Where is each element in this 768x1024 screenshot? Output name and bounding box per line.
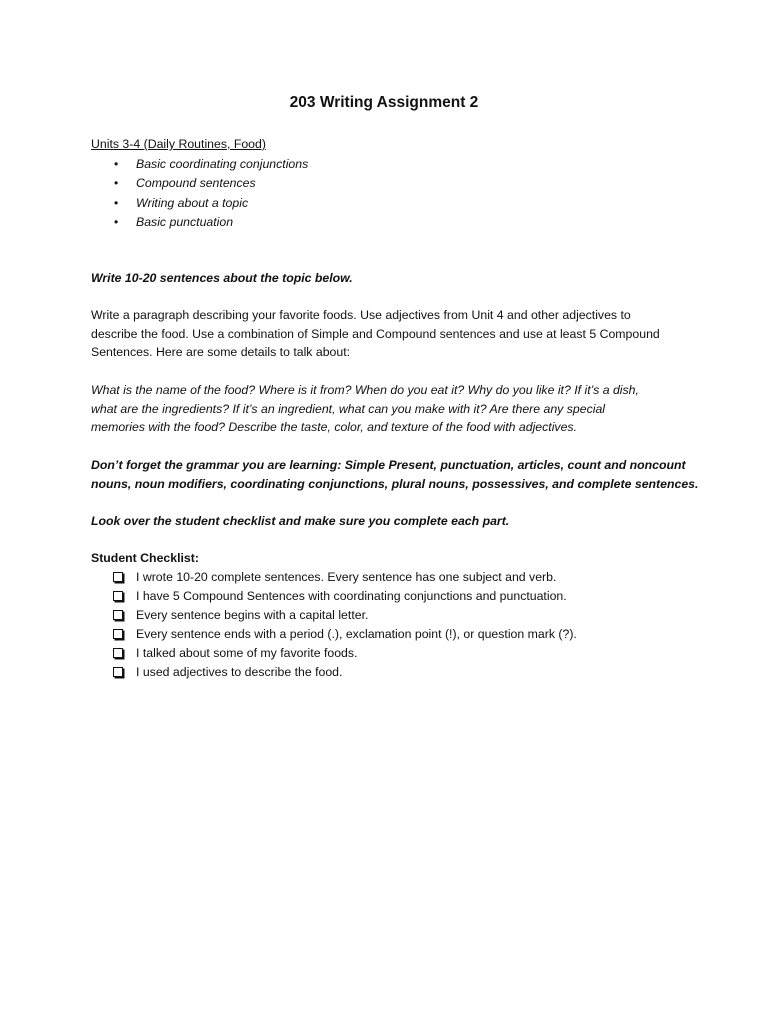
list-item bbox=[110, 213, 308, 232]
question-line: What is the name of the food? Where is it from? When do you eat it? Why do you like it? If it’s a dish, bbox=[91, 383, 639, 397]
checklist-item-label: I have 5 Compound Sentences with coordinating conjunctions and punctuation. bbox=[136, 588, 567, 603]
bullet-dot-icon: • bbox=[114, 176, 119, 191]
list-item-label: Writing about a topic bbox=[136, 195, 249, 210]
checklist-item[interactable] bbox=[112, 568, 577, 587]
checklist-heading: Student Checklist: bbox=[91, 551, 199, 565]
units-heading: Units 3-4 (Daily Routines, Food) bbox=[91, 137, 266, 151]
paragraph-line: Sentences. Here are some details to talk about: bbox=[91, 345, 351, 360]
checklist-item-label: I wrote 10-20 complete sentences. Every sentence has one subject and verb. bbox=[136, 570, 557, 584]
grammar-line: nouns, noun modifiers, coordinating conjunctions, plural nouns, possessives, and complete sentences. bbox=[91, 476, 699, 491]
bullet-dot-icon: • bbox=[114, 195, 119, 210]
checkbox-empty-icon[interactable] bbox=[113, 610, 123, 620]
checklist-item-label: I talked about some of my favorite foods. bbox=[136, 645, 358, 660]
checkbox-empty-icon[interactable] bbox=[113, 667, 123, 677]
list-item bbox=[110, 194, 308, 213]
checkbox-empty-icon[interactable] bbox=[113, 572, 123, 582]
bullet-dot-icon: • bbox=[114, 215, 119, 230]
bullet-dot-icon: • bbox=[114, 157, 119, 171]
paragraph-line: describe the food. Use a combination of Simple and Compound sentences and use at least 5 Compound bbox=[91, 326, 660, 341]
units-topic-list bbox=[110, 155, 308, 233]
list-item bbox=[110, 174, 308, 193]
checklist-instruction: Look over the student checklist and make sure you complete each part. bbox=[91, 514, 510, 528]
checkbox-empty-icon[interactable] bbox=[113, 648, 123, 658]
checklist-item-label: Every sentence begins with a capital letter. bbox=[136, 607, 369, 622]
list-item-label: Basic coordinating conjunctions bbox=[136, 157, 309, 171]
document-title: 203 Writing Assignment 2 bbox=[289, 94, 479, 111]
checkbox-empty-icon[interactable] bbox=[113, 591, 123, 601]
question-line: memories with the food? Describe the taste, color, and texture of the food with adjectives. bbox=[91, 420, 577, 435]
question-line: what are the ingredients? If it’s an ingredient, what can you make with it? Are there any special bbox=[91, 401, 606, 416]
checklist-item-label: Every sentence ends with a period (.), exclamation point (!), or question mark (?). bbox=[136, 626, 577, 641]
instruction-text: Write 10-20 sentences about the topic below. bbox=[91, 271, 353, 285]
checklist-item[interactable] bbox=[112, 663, 577, 682]
checklist-item[interactable] bbox=[112, 587, 577, 606]
grammar-line: Don’t forget the grammar you are learning: Simple Present, punctuation, articles, count and noncount bbox=[91, 458, 686, 472]
checklist-item-label: I used adjectives to describe the food. bbox=[136, 664, 343, 679]
paragraph-line: Write a paragraph describing your favorite foods. Use adjectives from Unit 4 and other adjectives to bbox=[91, 308, 631, 322]
grammar-reminder bbox=[91, 456, 699, 493]
checkbox-empty-icon[interactable] bbox=[113, 629, 123, 639]
list-item-label: Compound sentences bbox=[136, 176, 256, 191]
assignment-paragraph bbox=[91, 306, 691, 362]
list-item bbox=[110, 155, 308, 174]
checklist-item[interactable] bbox=[112, 644, 577, 663]
checklist-item[interactable] bbox=[112, 625, 577, 644]
list-item-label: Basic punctuation bbox=[136, 215, 234, 230]
guiding-questions bbox=[91, 381, 691, 437]
student-checklist bbox=[112, 568, 577, 681]
checklist-item[interactable] bbox=[112, 606, 577, 625]
